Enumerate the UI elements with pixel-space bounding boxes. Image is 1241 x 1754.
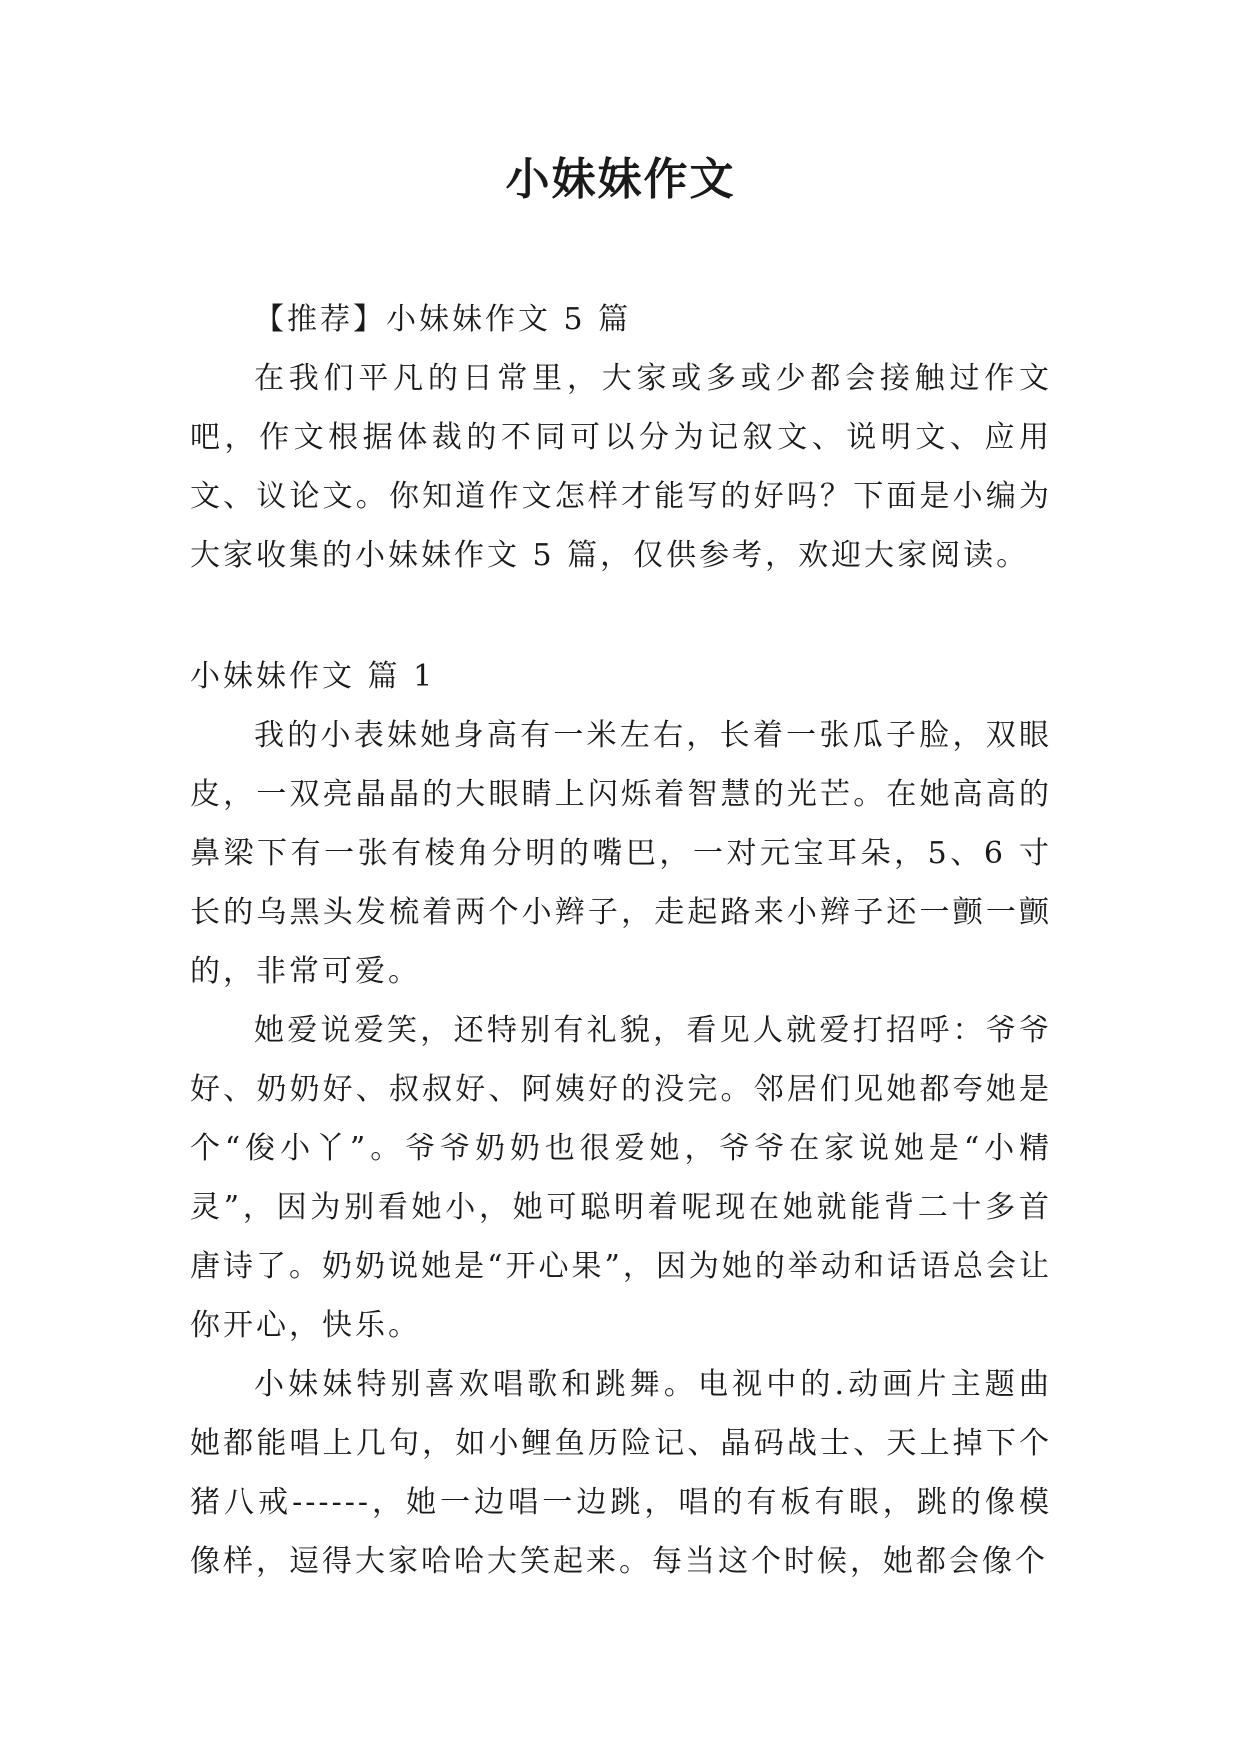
paragraph-gap — [190, 585, 1052, 647]
section-heading: 小妹妹作文 篇 1 — [190, 659, 436, 694]
body-paragraph-3: 小妹妹特别喜欢唱歌和跳舞。电视中的.动画片主题曲她都能唱上几句，如小鲤鱼历险记、晶码战士、天上掉下个猪八戒------，她一边唱一边跳，唱的有板有眼，跳的像模像样，逗得大家哈哈大笑起来。每当这个时候，她都会像个 — [190, 1367, 1052, 1579]
intro-paragraph: 在我们平凡的日常里，大家或多或少都会接触过作文吧，作文根据体裁的不同可以分为记叙文、说明文、应用文、议论文。你知道作文怎样才能写的好吗？下面是小编为大家收集的小妹妹作文 5 篇，仅供参考，欢迎大家阅读。 — [190, 361, 1052, 573]
document-title: 小妹妹作文 — [505, 154, 736, 205]
body-paragraph-2: 她爱说爱笑，还特别有礼貌，看见人就爱打招呼：爷爷好、奶奶好、叔叔好、阿姨好的没完。邻居们见她都夸她是个“俊小丫”。爷爷奶奶也很爱她，爷爷在家说她是“小精灵”，因为别看她小，她可聪明着呢现在她就能背二十多首唐诗了。奶奶说她是“开心果”，因为她的举动和话语总会让你开心，快乐。 — [190, 1013, 1052, 1343]
intro-heading: 【推荐】小妹妹作文 5 篇 — [254, 302, 632, 337]
body-paragraph-1: 我的小表妹她身高有一米左右，长着一张瓜子脸，双眼皮，一双亮晶晶的大眼睛上闪烁着智慧的光芒。在她高高的鼻梁下有一张有棱角分明的嘴巴，一对元宝耳朵，5、6 寸长的乌黑头发梳着两个小辫子，走起路来小辫子还一颤一颤的，非常可爱。 — [190, 718, 1052, 989]
document-body — [190, 290, 1052, 1591]
